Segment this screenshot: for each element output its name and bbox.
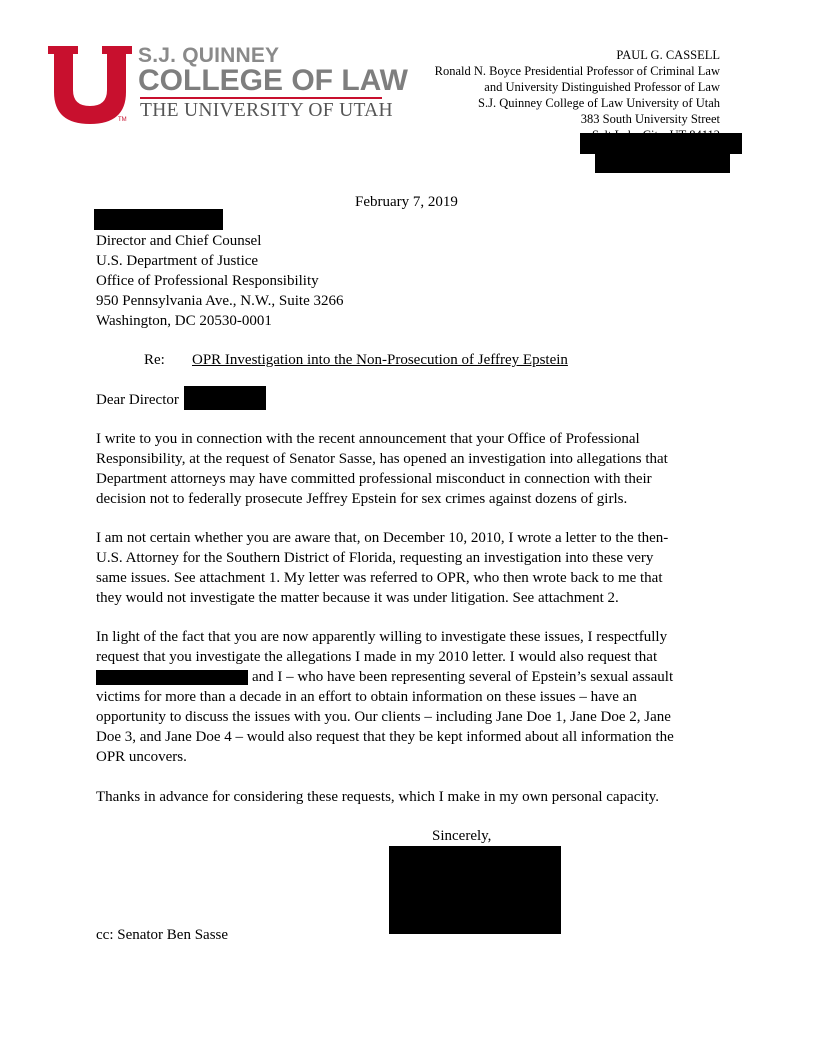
sender-block	[380, 47, 720, 137]
paragraph-line: same issues. See attachment 1. My letter was referred to OPR, who then wrote back to me that	[96, 570, 663, 586]
paragraph-line: I write to you in connection with the recent announcement that your Office of Professional	[96, 431, 640, 447]
paragraph-line: U.S. Attorney for the Southern District of Florida, requesting an investigation into these very	[96, 550, 654, 566]
recipient-line: Washington, DC 20530-0001	[96, 313, 272, 329]
salutation: Dear Director	[96, 392, 179, 408]
paragraph-line: Thanks in advance for considering these requests, which I make in my own personal capacity.	[96, 789, 660, 805]
sender-street: 383 South University Street	[580, 112, 720, 126]
recipient-line: 950 Pennsylvania Ave., N.W., Suite 3266	[96, 293, 344, 309]
paragraph-line: victims for more than a decade in an effort to obtain information on these issues – have an	[96, 689, 637, 705]
paragraph-line: OPR uncovers.	[96, 749, 187, 765]
paragraph-line: decision not to federally prosecute Jeffrey Epstein for sex crimes against dozens of girls.	[96, 491, 628, 507]
paragraph-line: Doe 3, and Jane Doe 4 – would also request that they be kept informed about all information the	[96, 729, 674, 745]
closing: Sincerely,	[432, 828, 492, 844]
paragraph-line: Department attorneys may have committed professional misconduct in connection with their	[96, 471, 652, 487]
redaction-recipient-name	[94, 209, 223, 230]
sender-title-1: Ronald N. Boyce Presidential Professor of Criminal Law	[434, 64, 720, 78]
paragraph-line: I am not certain whether you are aware that, on December 10, 2010, I wrote a letter to the then-	[96, 530, 669, 546]
re-label: Re:	[144, 352, 165, 368]
paragraph-line: they would not investigate the matter because it was under litigation. See attachment 2.	[96, 590, 619, 606]
paragraph-line: Responsibility, at the request of Senator Sasse, has opened an investigation into allegations that	[96, 451, 668, 467]
recipient-line: Director and Chief Counsel	[96, 233, 262, 249]
redaction-co-counsel-name	[96, 670, 248, 685]
logo-line-university: THE UNIVERSITY OF UTAH	[140, 100, 393, 121]
recipient-line: U.S. Department of Justice	[96, 253, 259, 269]
paragraph-line: In light of the fact that you are now apparently willing to investigate these issues, I respectfully	[96, 629, 668, 645]
logo-tm: TM	[118, 117, 127, 123]
letter-date: February 7, 2019	[355, 194, 458, 210]
redaction-sender-contact-2	[595, 154, 730, 173]
sender-title-2: and University Distinguished Professor of Law	[484, 80, 720, 94]
cc-line: cc: Senator Ben Sasse	[96, 927, 229, 943]
logo-divider	[140, 97, 382, 99]
university-u-logo-icon	[48, 46, 132, 124]
logo-line-quinney: S.J. QUINNEY	[138, 44, 280, 67]
paragraph-line: request that you investigate the allegations I made in my 2010 letter. I would also request that	[96, 649, 658, 665]
paragraph-line: and I – who have been representing several of Epstein’s sexual assault	[252, 669, 674, 685]
sender-institution: S.J. Quinney College of Law University of Utah	[478, 96, 720, 110]
redaction-sender-contact-1	[580, 133, 742, 154]
re-subject: OPR Investigation into the Non-Prosecution of Jeffrey Epstein	[192, 352, 568, 368]
paragraph-line: opportunity to discuss the issues with you. Our clients – including Jane Doe 1, Jane Doe 2, Jane	[96, 709, 671, 725]
logo-line-college: COLLEGE OF LAW	[138, 64, 408, 97]
redaction-signature	[389, 846, 561, 934]
recipient-line: Office of Professional Responsibility	[96, 273, 319, 289]
redaction-director-name	[184, 386, 266, 410]
sender-name: PAUL G. CASSELL	[616, 48, 720, 62]
